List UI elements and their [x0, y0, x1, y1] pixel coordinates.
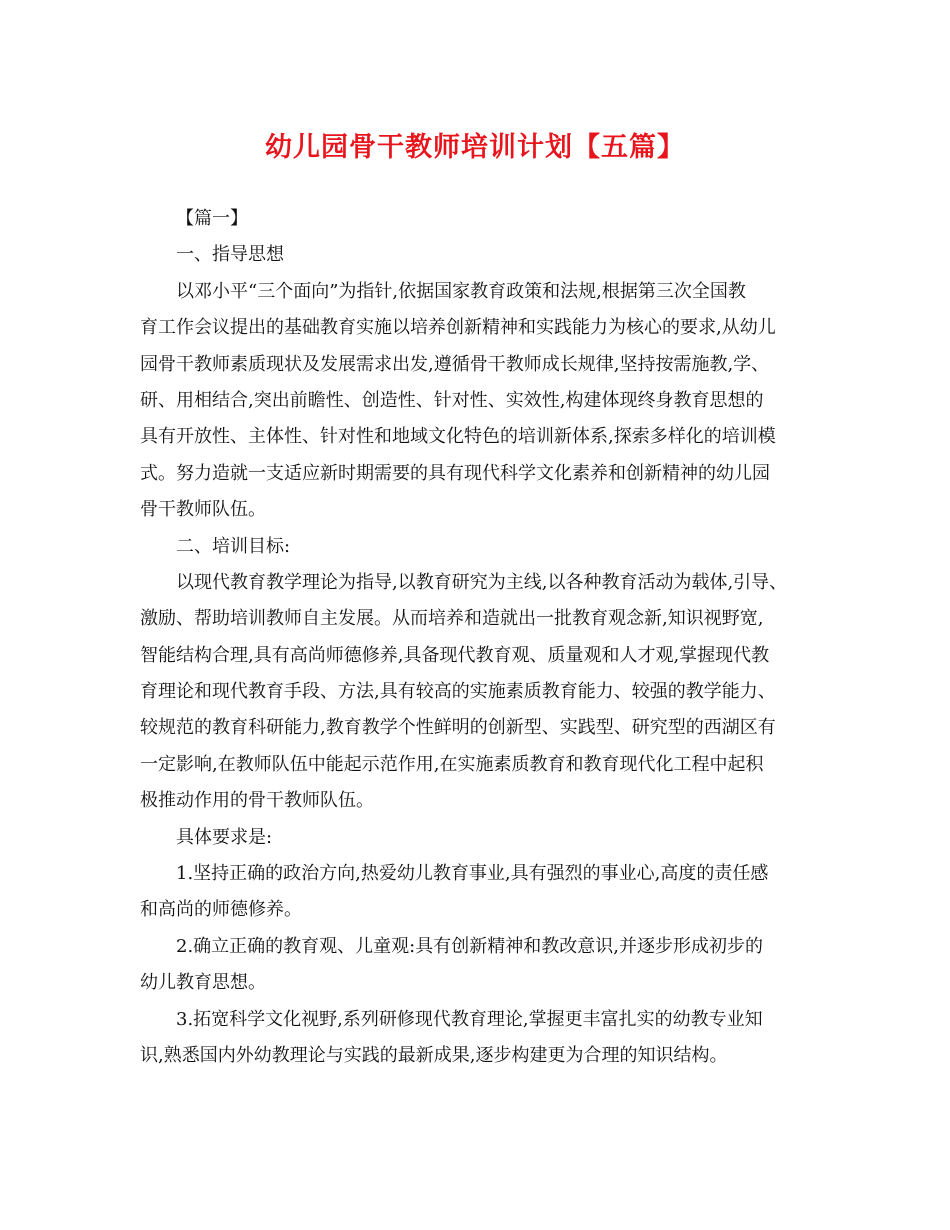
paragraph-line: 幼儿教育思想。 — [140, 972, 266, 994]
paragraph-line: 激励、帮助培训教师自主发展。从而培养和造就出一批教育观念新,知识视野宽, — [140, 608, 764, 630]
paragraph-line: 极推动作用的骨干教师队伍。 — [140, 790, 374, 812]
document-title: 幼儿园骨干教师培训计划【五篇】 — [265, 132, 685, 163]
heading-training-goals: 二、培训目标: — [176, 535, 291, 557]
requirement-item-3 — [140, 1002, 810, 1075]
paragraph-line: 具有开放性、主体性、针对性和地域文化特色的培训新体系,探索多样化的培训模 — [140, 426, 776, 448]
paragraph-line: 识,熟悉国内外幼教理论与实践的最新成果,逐步构建更为合理的知识结构。 — [140, 1044, 728, 1066]
paragraph-training-goals — [140, 565, 810, 820]
paragraph-line: 以邓小平“三个面向”为指针,依据国家教育政策和法规,根据第三次全国教 — [176, 280, 746, 302]
paragraph-line: 以现代教育教学理论为指导,以教育研究为主线,以各种教育活动为载体,引导、 — [176, 571, 788, 593]
paragraph-line: 1.坚持正确的政治方向,热爱幼儿教育事业,具有强烈的事业心,高度的责任感 — [176, 863, 769, 885]
paragraph-line: 育理论和现代教育手段、方法,具有较高的实施素质教育能力、较强的教学能力、 — [140, 681, 776, 703]
paragraph-line: 智能结构合理,具有高尚师德修养,具备现代教育观、质量观和人才观,掌握现代教 — [140, 644, 770, 666]
heading-guiding-ideology: 一、指导思想 — [176, 244, 284, 266]
paragraph-guiding-ideology — [140, 274, 810, 529]
paragraph-line: 较规范的教育科研能力,教育教学个性鲜明的创新型、实践型、研究型的西湖区有 — [140, 717, 776, 739]
paragraph-line: 研、用相结合,突出前瞻性、创造性、针对性、实效性,构建体现终身教育思想的 — [140, 389, 764, 411]
section-label: 【篇一】 — [176, 208, 248, 229]
paragraph-line: 2.确立正确的教育观、儿童观:具有创新精神和教改意识,并逐步形成初步的 — [176, 935, 763, 957]
paragraph-line: 育工作会议提出的基础教育实施以培养创新精神和实践能力为核心的要求,从幼儿 — [140, 317, 776, 339]
paragraph-line: 骨干教师队伍。 — [140, 499, 266, 521]
paragraph-line: 一定影响,在教师队伍中能起示范作用,在实施素质教育和教育现代化工程中起积 — [140, 753, 764, 775]
requirement-item-1 — [140, 856, 810, 929]
paragraph-line: 园骨干教师素质现状及发展需求出发,遵循骨干教师成长规律,坚持按需施教,学、 — [140, 353, 770, 375]
paragraph-line: 3.拓宽科学文化视野,系列研修现代教育理论,掌握更丰富扎实的幼教专业知 — [176, 1008, 763, 1030]
paragraph-line: 和高尚的师德修养。 — [140, 899, 302, 921]
paragraph-line: 式。努力造就一支适应新时期需要的具有现代科学文化素养和创新精神的幼儿园 — [140, 462, 770, 484]
document-body — [140, 201, 810, 1074]
requirement-item-2 — [140, 929, 810, 1002]
requirements-intro: 具体要求是: — [176, 826, 273, 848]
